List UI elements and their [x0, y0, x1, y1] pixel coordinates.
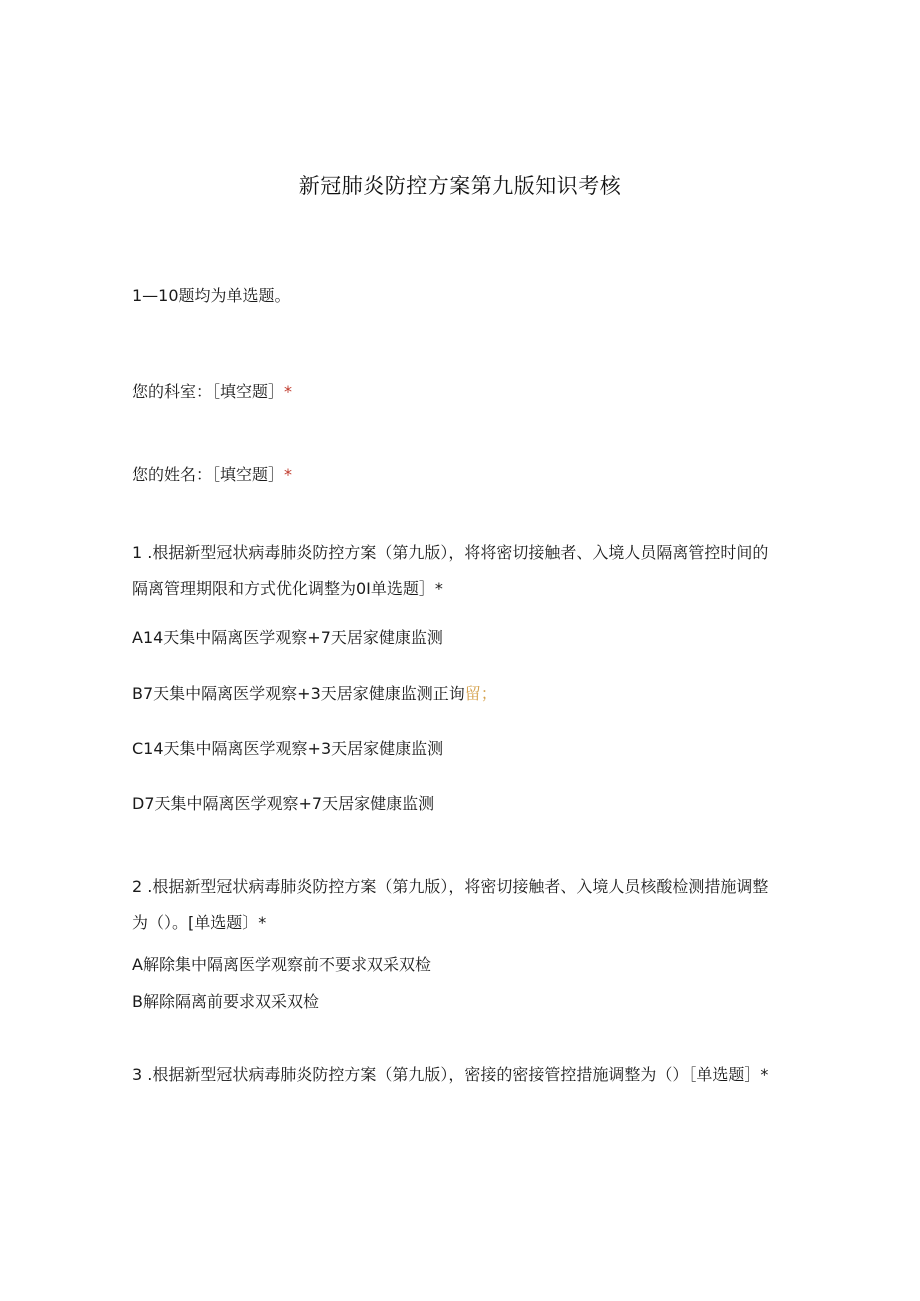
question-2-option-a[interactable]: A解除集中隔离医学观察前不要求双采双检 [132, 955, 431, 974]
page-title: 新冠肺炎防控方案第九版知识考核 [298, 174, 622, 198]
question-1-option-b-note: 留； [464, 684, 497, 703]
field-name-label: 您的姓名：［填空题］ [132, 465, 285, 484]
question-1-option-a[interactable]: A14天集中隔离医学观察+7天居家健康监测 [132, 628, 443, 647]
field-name[interactable] [132, 457, 292, 493]
field-department[interactable] [132, 374, 292, 410]
question-2-stem: 2 .根据新型冠状病毒肺炎防控方案（第九版），将密切接触者、入境人员核酸检测措施调整为（）。[单选题〕* [132, 877, 769, 932]
question-1-option-b[interactable] [132, 676, 497, 712]
required-mark: * [284, 382, 293, 401]
question-1-option-c[interactable]: C14天集中隔离医学观察+3天居家健康监测 [132, 739, 444, 758]
question-1-stem: 1 .根据新型冠状病毒肺炎防控方案（第九版），将将密切接触者、入境人员隔离管控时间的隔离管理期限和方式优化调整为0I单选题］* [132, 543, 769, 598]
question-1-option-d[interactable]: D7天集中隔离医学观察+7天居家健康监测 [132, 794, 435, 813]
intro-text: 1—10题均为单选题。 [132, 286, 291, 305]
field-department-label: 您的科室：［填空题］ [132, 382, 285, 401]
required-mark: * [284, 465, 293, 484]
question-1-option-b-text: B7天集中隔离医学观察+3天居家健康监测正询 [132, 684, 465, 703]
question-3-stem: 3 .根据新型冠状病毒肺炎防控方案（第九版），密接的密接管控措施调整为（）［单选题］* [132, 1065, 769, 1084]
question-2-option-b[interactable]: B解除隔离前要求双采双检 [132, 992, 319, 1011]
